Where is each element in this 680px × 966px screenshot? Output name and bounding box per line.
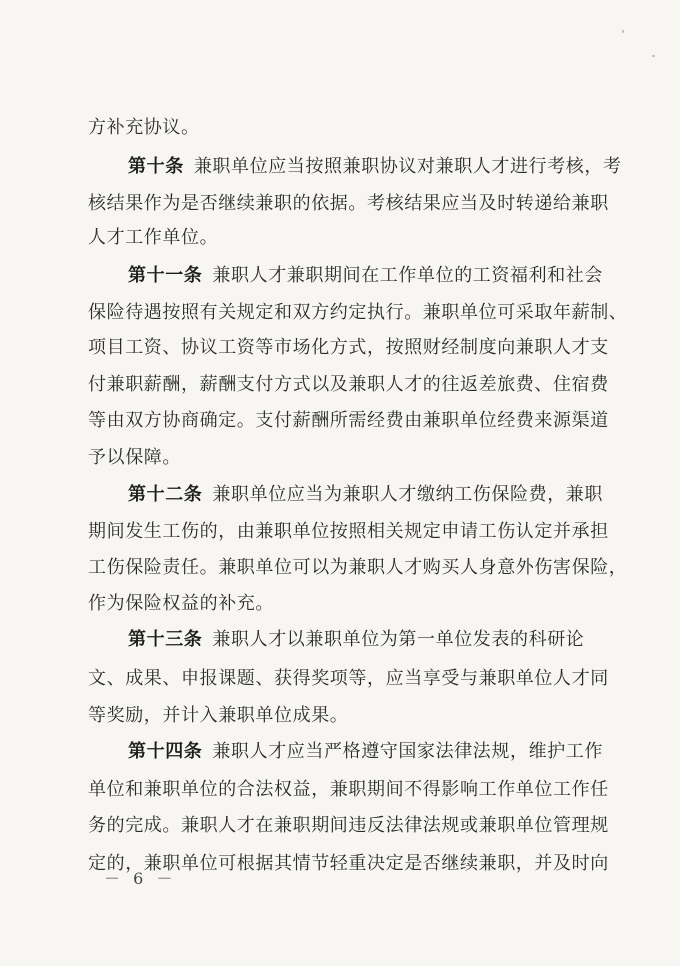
- article-heading: 第十三条: [128, 629, 203, 650]
- line-text: 项目工资、协议工资等市场化方式，按照财经制度向兼职人才支: [88, 337, 609, 358]
- line-text: 保险待遇按照有关规定和双方约定执行。兼职单位可采取年薪制、: [88, 302, 628, 323]
- line-text: 作为保险权益的补充。: [88, 593, 274, 614]
- text-line: [128, 739, 680, 765]
- line-text: 单位和兼职单位的合法权益，兼职期间不得影响工作单位工作任: [88, 779, 609, 800]
- text-line: [88, 300, 680, 326]
- line-text: 予以保障。: [88, 447, 181, 468]
- text-line: [88, 408, 680, 434]
- text-line: [88, 777, 680, 803]
- text-line: [88, 591, 680, 617]
- line-text: 期间发生工伤的，由兼职单位按照相关规定申请工伤认定并承担: [88, 521, 609, 542]
- text-line: [88, 703, 680, 729]
- line-text: 付兼职薪酬，薪酬支付方式以及兼职人才的往返差旅费、住宿费: [88, 374, 609, 395]
- text-line: [88, 335, 680, 361]
- text-line: [88, 445, 680, 471]
- line-text: 人才工作单位。: [88, 227, 219, 248]
- text-line: [88, 225, 680, 251]
- line-text: 工伤保险责任。兼职单位可以为兼职人才购买人身意外伤害保险，: [88, 557, 628, 578]
- line-text: 等由双方协商确定。支付薪酬所需经费由兼职单位经费来源渠道: [88, 410, 609, 431]
- text-line: [128, 154, 680, 180]
- line-text: 文、成果、申报课题、获得奖项等，应当享受与兼职单位人才同: [88, 668, 609, 689]
- text-line: [88, 851, 680, 877]
- text-line: [88, 115, 680, 141]
- article-heading: 第十条: [128, 156, 184, 177]
- line-text: 兼职人才以兼职单位为第一单位发表的科研论: [212, 629, 585, 650]
- page-number: － 6 －: [104, 869, 177, 888]
- article-heading: 第十一条: [128, 265, 203, 286]
- line-text: 核结果作为是否继续兼职的依据。考核结果应当及时转递给兼职: [88, 193, 609, 214]
- article-heading: 第十四条: [128, 741, 203, 762]
- line-text: 兼职单位应当为兼职人才缴纳工伤保险费，兼职: [212, 484, 604, 505]
- line-text: 兼职人才兼职期间在工作单位的工资福利和社会: [212, 265, 604, 286]
- text-line: [128, 482, 680, 508]
- text-line: [128, 627, 680, 653]
- text-line: [88, 555, 680, 581]
- scan-speck: [652, 55, 655, 57]
- line-text: 方补充协议。: [88, 117, 200, 138]
- text-line: [88, 372, 680, 398]
- line-text: 定的，兼职单位可根据其情节轻重决定是否继续兼职，并及时向: [88, 853, 609, 874]
- text-line: [88, 519, 680, 545]
- line-text: 务的完成。兼职人才在兼职期间违反法律法规或兼职单位管理规: [88, 815, 609, 836]
- text-line: [88, 813, 680, 839]
- scan-speck: [622, 30, 624, 33]
- line-text: 兼职单位应当按照兼职协议对兼职人才进行考核，考: [193, 156, 622, 177]
- text-line: [88, 191, 680, 217]
- text-line: [88, 666, 680, 692]
- text-line: [128, 263, 680, 289]
- article-heading: 第十二条: [128, 484, 203, 505]
- line-text: 等奖励，并计入兼职单位成果。: [88, 705, 349, 726]
- line-text: 兼职人才应当严格遵守国家法律法规，维护工作: [212, 741, 604, 762]
